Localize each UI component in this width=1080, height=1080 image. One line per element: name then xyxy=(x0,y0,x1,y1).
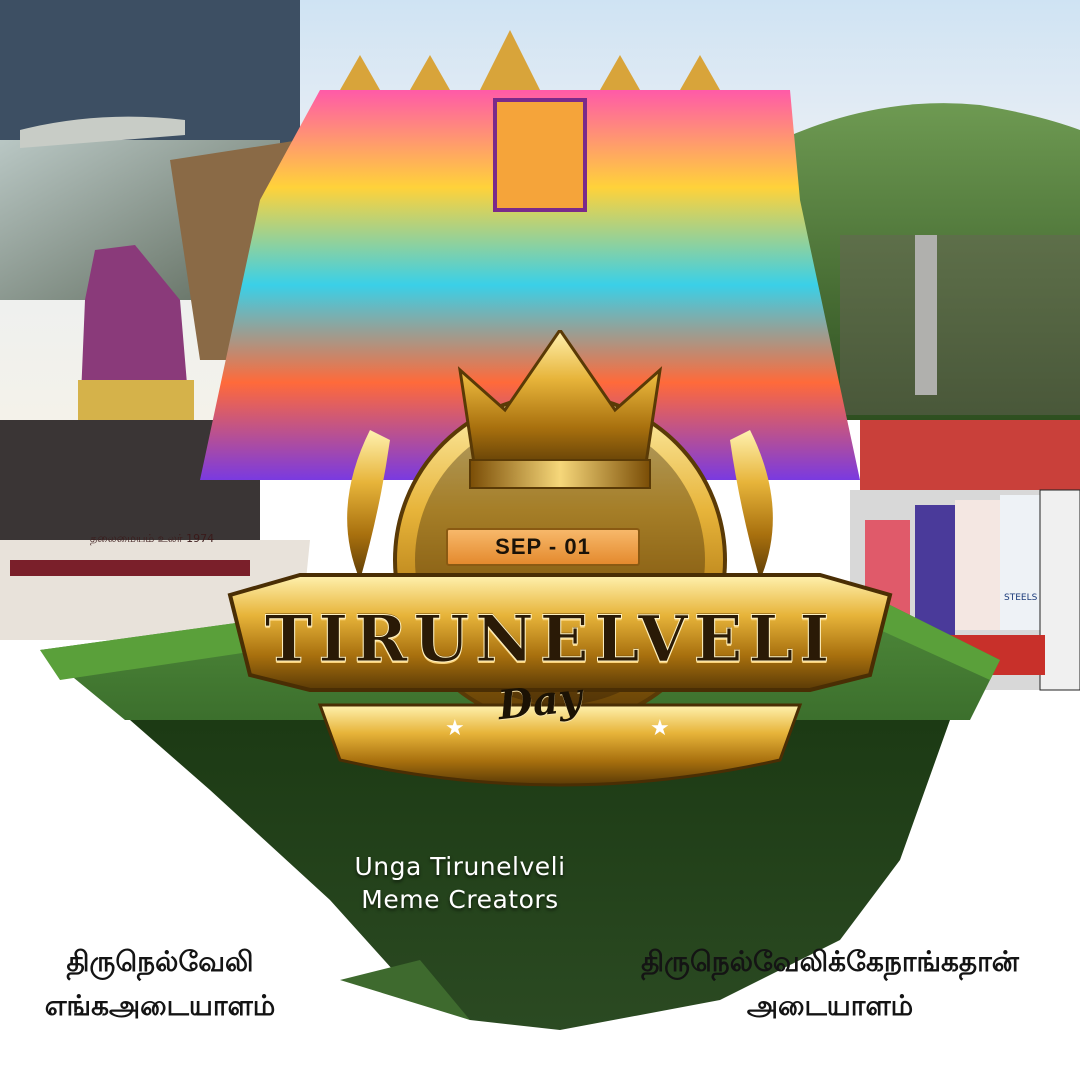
caption-line-2: Meme Creators xyxy=(361,885,559,914)
slogan-left-line-1: திருநெல்வேலி xyxy=(66,945,254,978)
laurel-right xyxy=(730,430,773,580)
title-text: TIRUNELVELI xyxy=(264,602,836,677)
star-left-icon: ★ xyxy=(445,716,465,741)
caption-line-1: Unga Tirunelveli xyxy=(354,852,566,881)
billboard-3 xyxy=(955,500,1000,630)
star-right-icon: ★ xyxy=(650,716,670,741)
crown-icon xyxy=(460,330,660,470)
museum-roof-band xyxy=(10,560,250,576)
gopuram-kalasams xyxy=(340,30,720,90)
date-badge: SEP - 01 xyxy=(446,528,640,566)
day-text: Day xyxy=(495,673,585,730)
gold-crest xyxy=(220,330,900,830)
laurel-left xyxy=(347,430,390,580)
crown-band xyxy=(470,460,650,488)
slogan-left xyxy=(20,940,300,1028)
slogan-left-line-2: எங்கஅடையாளம் xyxy=(44,989,276,1022)
museum-sign: தலைமையம் உலர் 1974 xyxy=(90,532,215,545)
gopuram-shrine xyxy=(495,100,585,210)
billboard-2 xyxy=(915,505,955,635)
creator-caption xyxy=(330,850,590,916)
billboard-4 xyxy=(1000,495,1040,630)
slogan-right-line-1: திருநெல்வேலிக்கேநாங்கதான் xyxy=(641,945,1019,978)
billboard-steels-text: STEELS xyxy=(1004,593,1038,603)
cinema-tower xyxy=(1040,490,1080,690)
slogan-right-line-2: அடையாளம் xyxy=(746,989,914,1022)
slogan-right xyxy=(590,940,1070,1028)
